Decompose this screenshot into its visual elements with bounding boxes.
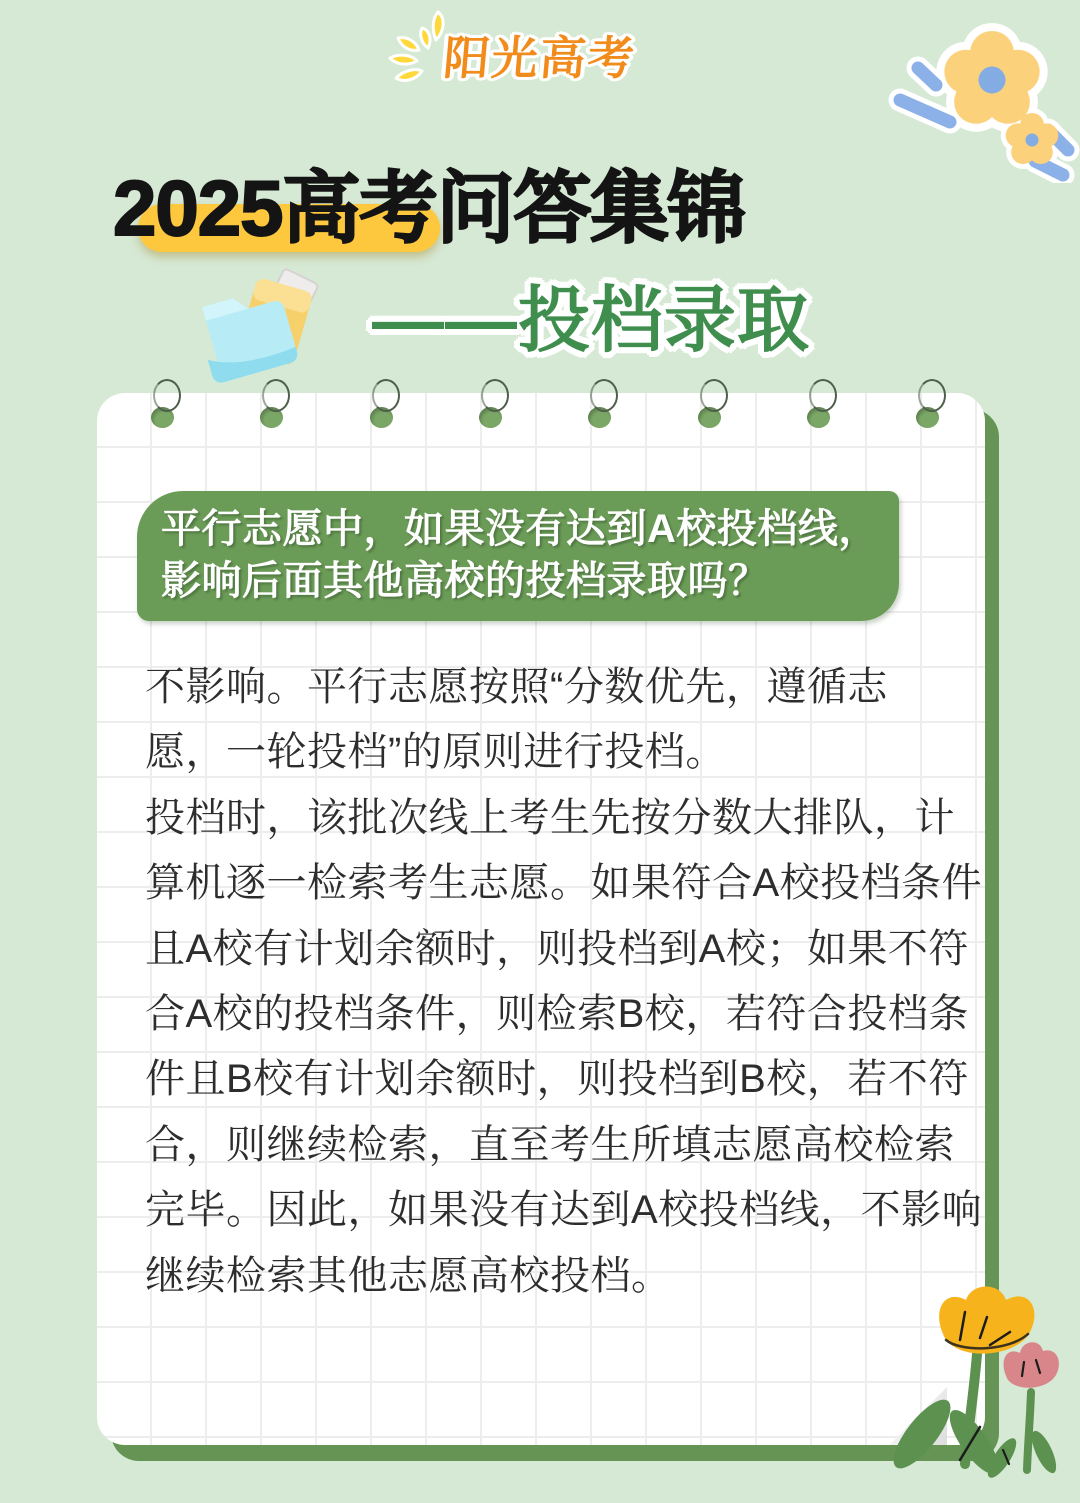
ring-wire <box>481 379 509 412</box>
ring-wire <box>700 379 728 412</box>
answer-text <box>145 655 983 1309</box>
subtitle-text: ——投档录取 <box>372 281 811 361</box>
page-title <box>113 146 745 258</box>
ring-strip <box>97 393 985 453</box>
text-line: 平行志愿中，如果没有达到A校投档线， <box>161 507 879 551</box>
binder-ring <box>151 379 181 443</box>
text-line: 愿，一轮投档”的原则进行投档。 <box>145 730 726 775</box>
text-line: 且A校有计划余额时，则投档到A校；如果不符 <box>145 926 969 971</box>
text-line: 继续检索其他志愿高校投档。 <box>145 1253 672 1298</box>
logo-inner <box>441 22 639 88</box>
binder-ring <box>260 379 290 443</box>
text-line: 件且B校有计划余额时，则投档到B校，若不符 <box>145 1057 969 1102</box>
logo-text: 阳光高考 <box>441 32 639 84</box>
ring-wire <box>372 379 400 412</box>
binder-ring <box>807 379 837 443</box>
text-line: 算机逐一检索考生志愿。如果符合A校投档条件 <box>145 861 983 906</box>
binder-ring <box>370 379 400 443</box>
binder-ring <box>916 379 946 443</box>
ring-wire <box>153 379 181 412</box>
binder-ring <box>479 379 509 443</box>
text-line: 影响后面其他高校的投档录取吗？ <box>161 559 769 603</box>
notebook-paper <box>97 393 985 1445</box>
subtitle-row <box>0 252 1080 392</box>
text-line: 合，则继续检索，直至考生所填志愿高校检索 <box>145 1122 955 1167</box>
ring-wire <box>262 379 290 412</box>
flower-doodle-icon <box>880 18 1080 183</box>
tulip-flowers-icon <box>868 1272 1080 1503</box>
text-line: 不影响。平行志愿按照“分数优先，遵循志 <box>145 665 888 709</box>
binder-ring <box>698 379 728 443</box>
ring-wire <box>918 379 946 412</box>
text-line: 合A校的投档条件，则检索B校，若符合投档条 <box>145 991 969 1036</box>
title-text: 2025高考问答集锦 <box>113 164 745 252</box>
binder-ring <box>588 379 618 443</box>
text-line: 完毕。因此，如果没有达到A校投档线，不影响 <box>145 1188 983 1233</box>
question-box <box>137 491 899 621</box>
ring-wire <box>590 379 618 412</box>
folder-icon <box>188 252 328 392</box>
text-line: 投档时，该批次线上考生先按分数大排队，计 <box>145 795 955 840</box>
ring-wire <box>809 379 837 412</box>
